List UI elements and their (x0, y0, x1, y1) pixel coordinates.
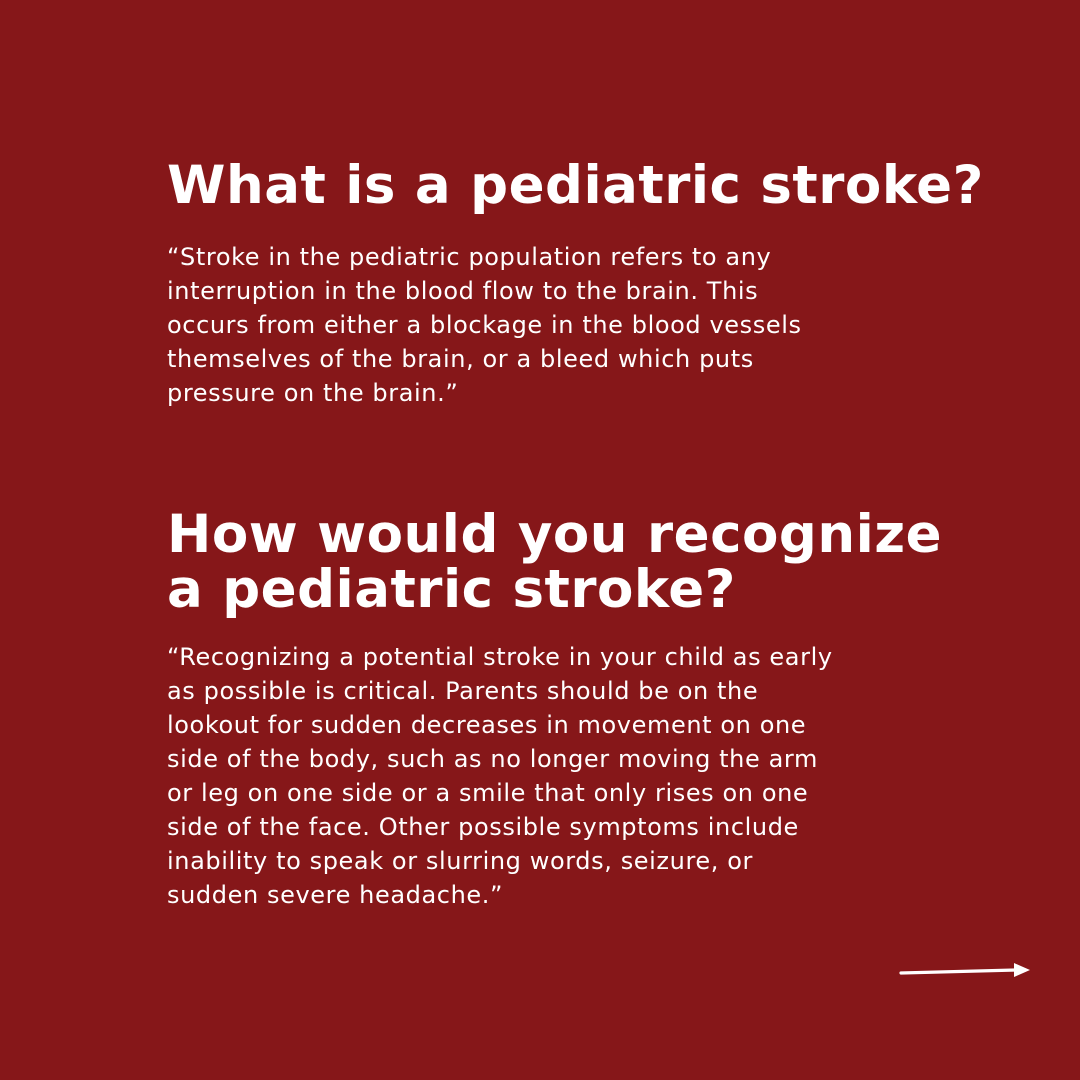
section-2-heading (167, 504, 943, 620)
section-2-body-line: as possible is critical. Parents should be on the (167, 677, 759, 705)
section-2-body-line: inability to speak or slurring words, seizure, or (167, 847, 753, 875)
next-slide-button[interactable] (898, 958, 1034, 984)
section-2-body-line: side of the body, such as no longer moving the arm (167, 745, 818, 773)
section-2-body-line: side of the face. Other possible symptoms include (167, 813, 799, 841)
section-2-heading-line: How would you recognize (167, 504, 943, 565)
section-2-heading-line: a pediatric stroke? (167, 559, 736, 620)
section-1-body-line: “Stroke in the pediatric population refers to any (167, 243, 772, 271)
section-1-body-line: interruption in the blood flow to the brain. This (167, 277, 759, 305)
section-2-body-line: lookout for sudden decreases in movement on one (167, 711, 807, 739)
section-1-body-line: occurs from either a blockage in the blood vessels (167, 311, 802, 339)
section-1-body-line: themselves of the brain, or a bleed which puts (167, 345, 754, 373)
section-2-body (167, 640, 927, 912)
section-2-body-line: “Recognizing a potential stroke in your child as early (167, 643, 833, 671)
section-1-body (167, 240, 927, 410)
section-1-heading: What is a pediatric stroke? (167, 155, 984, 216)
section-2-body-line: sudden severe headache.” (167, 881, 504, 909)
section-1-body-line: pressure on the brain.” (167, 379, 459, 407)
arrow-right-icon (898, 958, 1034, 984)
section-2-body-line: or leg on one side or a smile that only rises on one (167, 779, 809, 807)
